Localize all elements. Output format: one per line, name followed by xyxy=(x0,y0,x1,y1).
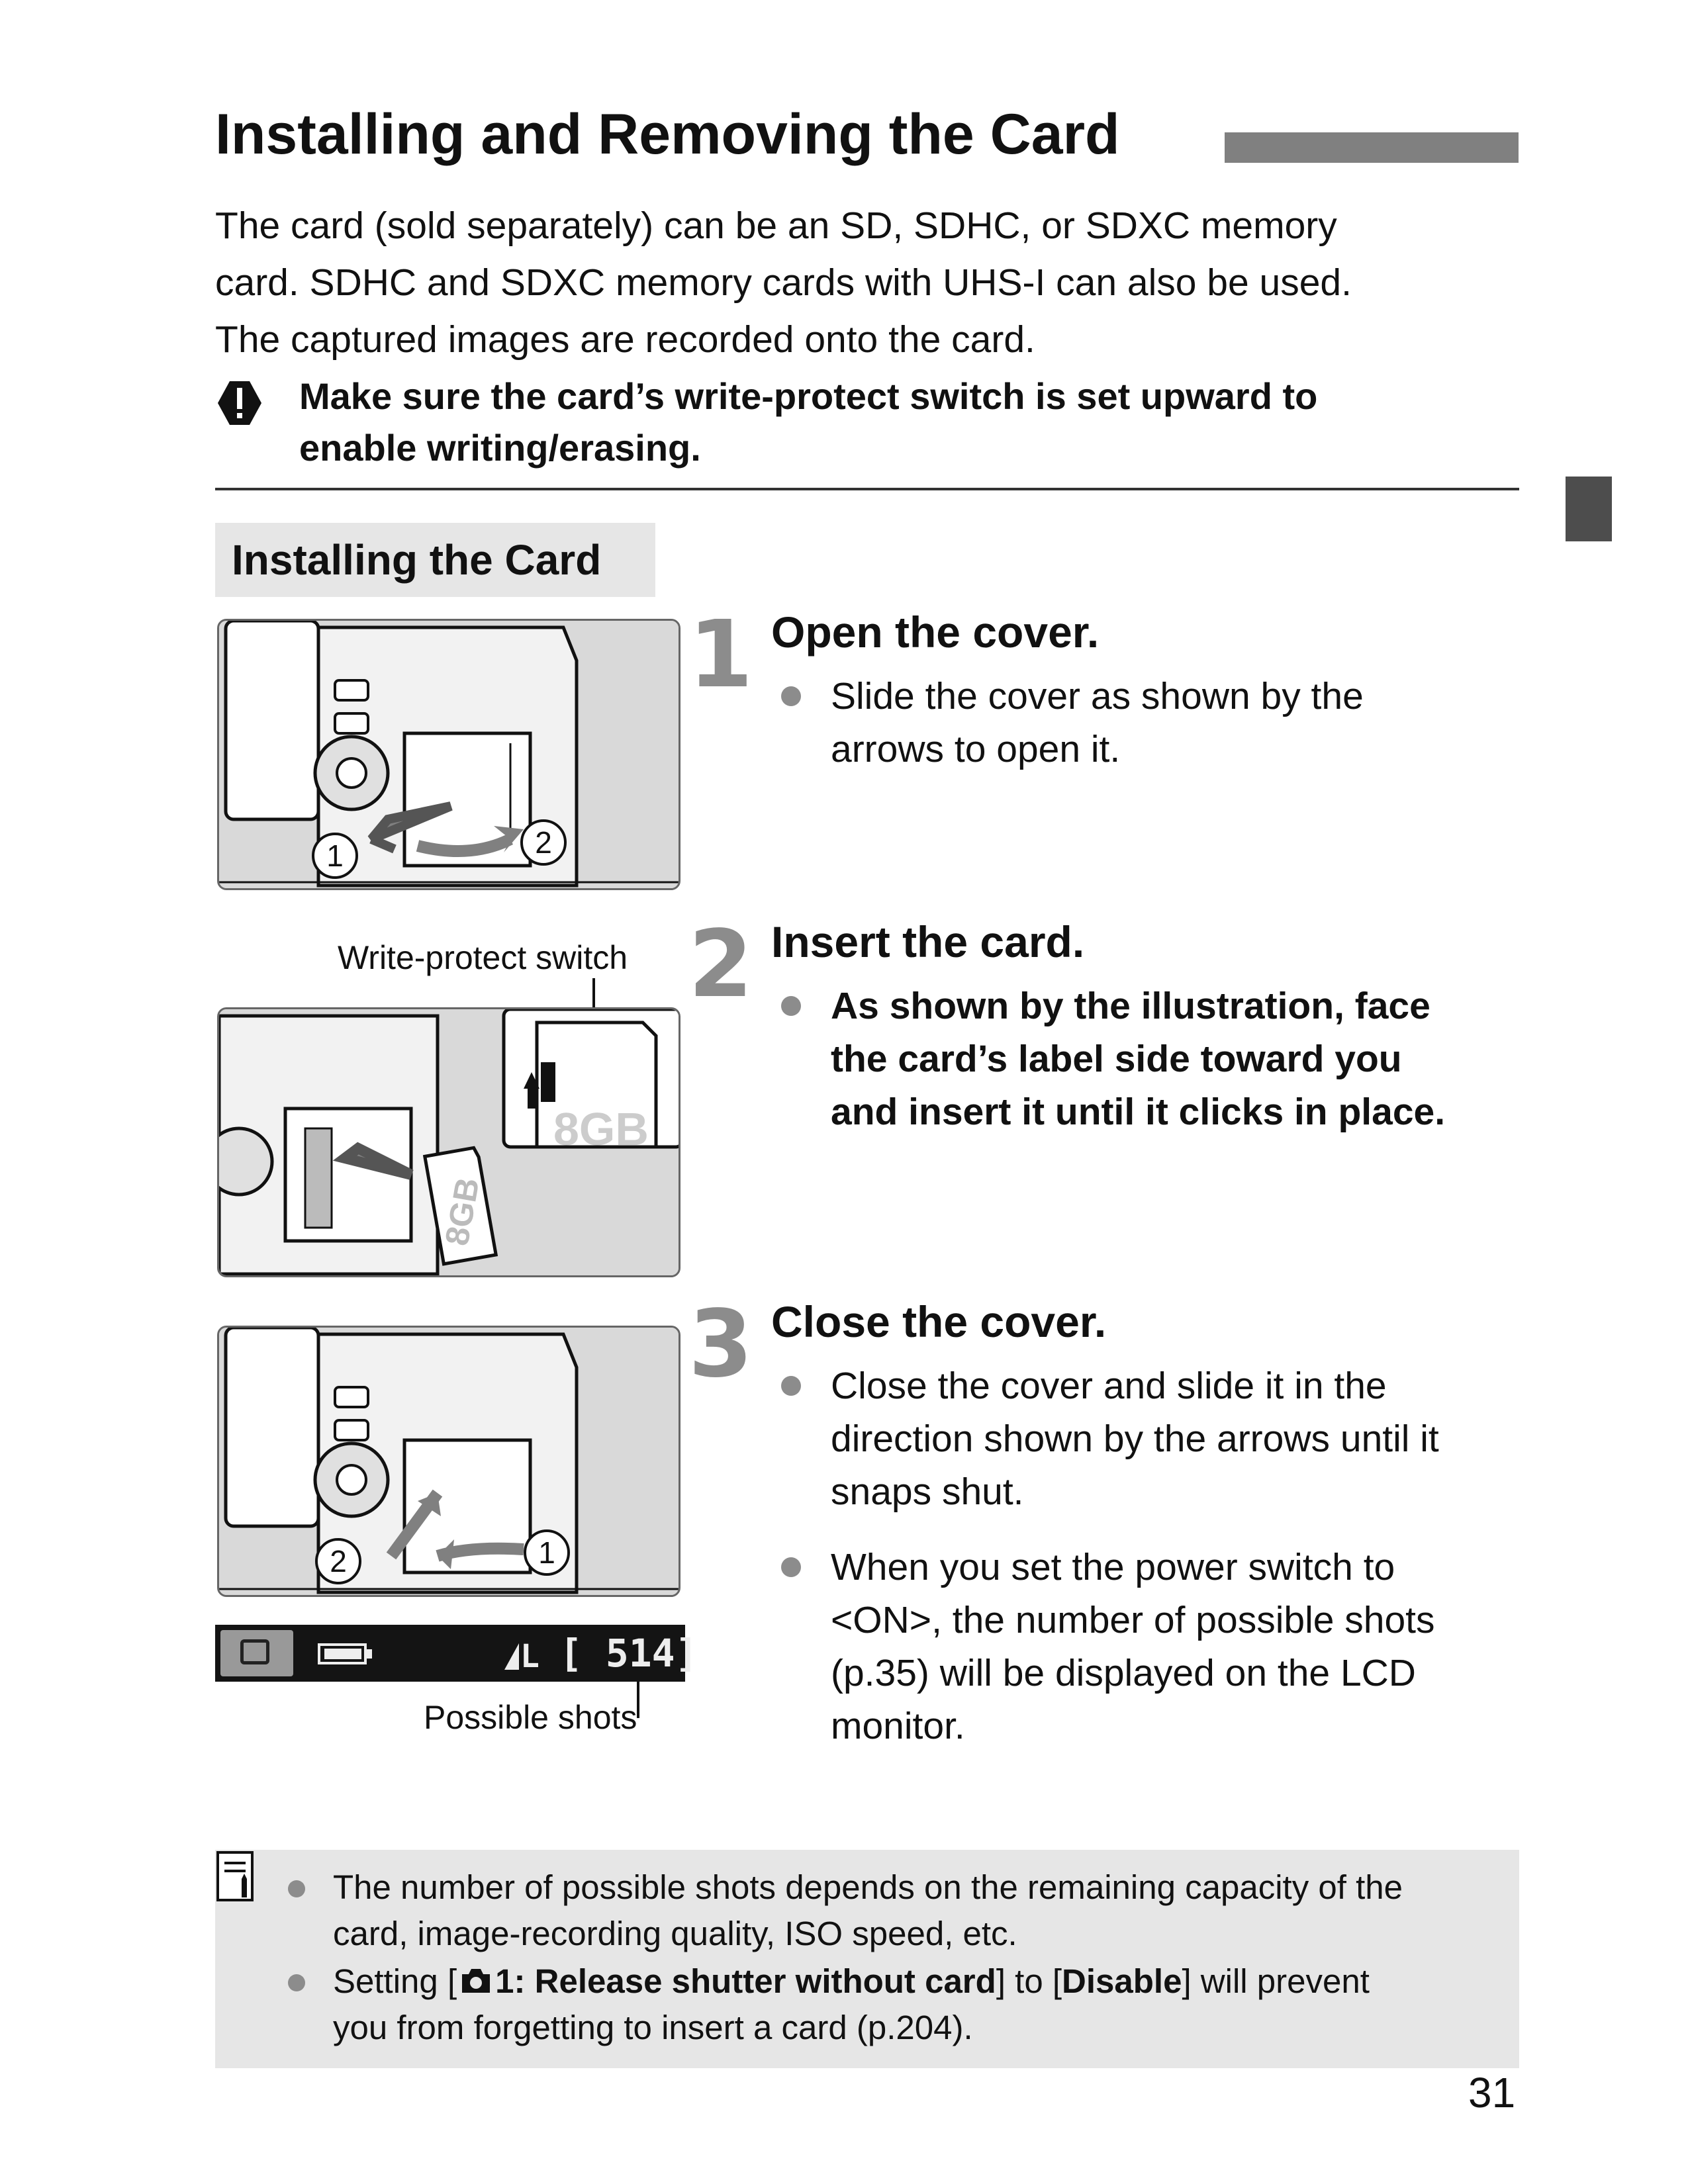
bullet-line: the card’s label side toward you xyxy=(831,1038,1402,1080)
memo-icon xyxy=(215,1850,261,1903)
bullet-icon xyxy=(781,996,801,1016)
step-1-number: 1 xyxy=(688,601,753,709)
step-3-bullet-2 xyxy=(831,1541,1519,1752)
note-line: you from forgetting to insert a card (p.204). xyxy=(333,2009,973,2046)
step-2-number: 2 xyxy=(688,911,753,1019)
note-line: card, image-recording quality, ISO speed, etc. xyxy=(333,1915,1017,1952)
bullet-icon xyxy=(781,686,801,706)
caution-line: Make sure the card’s write-protect switch is set upward to xyxy=(299,375,1318,417)
open-cover-illustration xyxy=(217,619,680,890)
bullet-line: and insert it until it clicks in place. xyxy=(831,1091,1446,1133)
camera-open-cover-drawing xyxy=(219,621,680,890)
section-heading: Installing the Card xyxy=(215,523,655,597)
possible-shots-caption: Possible shots xyxy=(424,1699,637,1736)
caution-line: enable writing/erasing. xyxy=(299,427,701,469)
marker-2: 2 xyxy=(315,1538,361,1584)
intro-paragraph xyxy=(215,197,1539,368)
step-3-number: 3 xyxy=(688,1291,753,1398)
note-item-1 xyxy=(333,1864,1403,1957)
close-cover-illustration xyxy=(217,1326,680,1597)
bullet-line: <ON>, the number of possible shots xyxy=(831,1599,1435,1641)
title-decoration-bar xyxy=(1225,132,1519,163)
image-quality-icon: L xyxy=(503,1630,543,1676)
bullet-line: When you set the power switch to xyxy=(831,1546,1395,1588)
shooting-mode-icon xyxy=(220,1630,293,1676)
camera-close-cover-drawing xyxy=(219,1328,680,1597)
bullet-icon xyxy=(288,1880,305,1897)
marker-1: 1 xyxy=(524,1529,570,1576)
bullet-icon xyxy=(288,1974,305,1991)
shots-leader-line xyxy=(637,1682,639,1718)
intro-line: The captured images are recorded onto the card. xyxy=(215,318,1035,361)
bullet-line: snaps shut. xyxy=(831,1471,1024,1513)
card-label-8gb: 8GB xyxy=(438,1175,487,1249)
bullet-line: Close the cover and slide it in the xyxy=(831,1365,1387,1407)
marker-2: 2 xyxy=(520,819,567,866)
step-3-bullet-1 xyxy=(831,1359,1519,1518)
step-3-title: Close the cover. xyxy=(771,1297,1107,1346)
bullet-line: arrows to open it. xyxy=(831,728,1121,770)
page-title: Installing and Removing the Card xyxy=(215,103,1120,166)
intro-line: card. SDHC and SDXC memory cards with UHS-I can also be used. xyxy=(215,261,1352,304)
bullet-line: direction shown by the arrows until it xyxy=(831,1418,1439,1460)
possible-shots-count: [ 514] xyxy=(559,1631,698,1676)
lcd-display xyxy=(215,1625,698,1682)
marker-1: 1 xyxy=(312,833,358,879)
bullet-icon xyxy=(781,1557,801,1577)
insert-card-illustration xyxy=(217,1007,680,1277)
note-box xyxy=(215,1850,1519,2068)
bullet-line: Slide the cover as shown by the xyxy=(831,675,1364,717)
chapter-tab xyxy=(1566,477,1612,541)
step-2-bullet xyxy=(831,979,1519,1138)
svg-text:8GB: 8GB xyxy=(553,1103,649,1155)
bullet-icon xyxy=(781,1376,801,1396)
step-2-title: Insert the card. xyxy=(771,917,1085,966)
camera-icon xyxy=(459,1961,492,1990)
page-number: 31 xyxy=(1468,2069,1516,2116)
bullet-line: (p.35) will be displayed on the LCD xyxy=(831,1652,1416,1694)
caution-icon xyxy=(215,379,264,428)
step-1-bullet xyxy=(831,670,1519,776)
header-divider xyxy=(215,488,1519,490)
battery-icon xyxy=(318,1643,367,1664)
bullet-line: monitor. xyxy=(831,1705,965,1747)
write-protect-caption: Write-protect switch xyxy=(338,939,628,976)
caution-message xyxy=(299,371,1524,474)
camera-insert-card-drawing xyxy=(219,1009,680,1277)
step-1-title: Open the cover. xyxy=(771,608,1100,657)
bullet-line: As shown by the illustration, face xyxy=(831,985,1430,1027)
note-line: The number of possible shots depends on the remaining capacity of the xyxy=(333,1868,1403,1906)
intro-line: The card (sold separately) can be an SD, SDHC, or SDXC memory xyxy=(215,205,1337,247)
note-item-2: Setting [ 1: Release shutter without card] to [Disable] will prevent you from forgetting to insert a card (p.204). xyxy=(333,1958,1370,2051)
